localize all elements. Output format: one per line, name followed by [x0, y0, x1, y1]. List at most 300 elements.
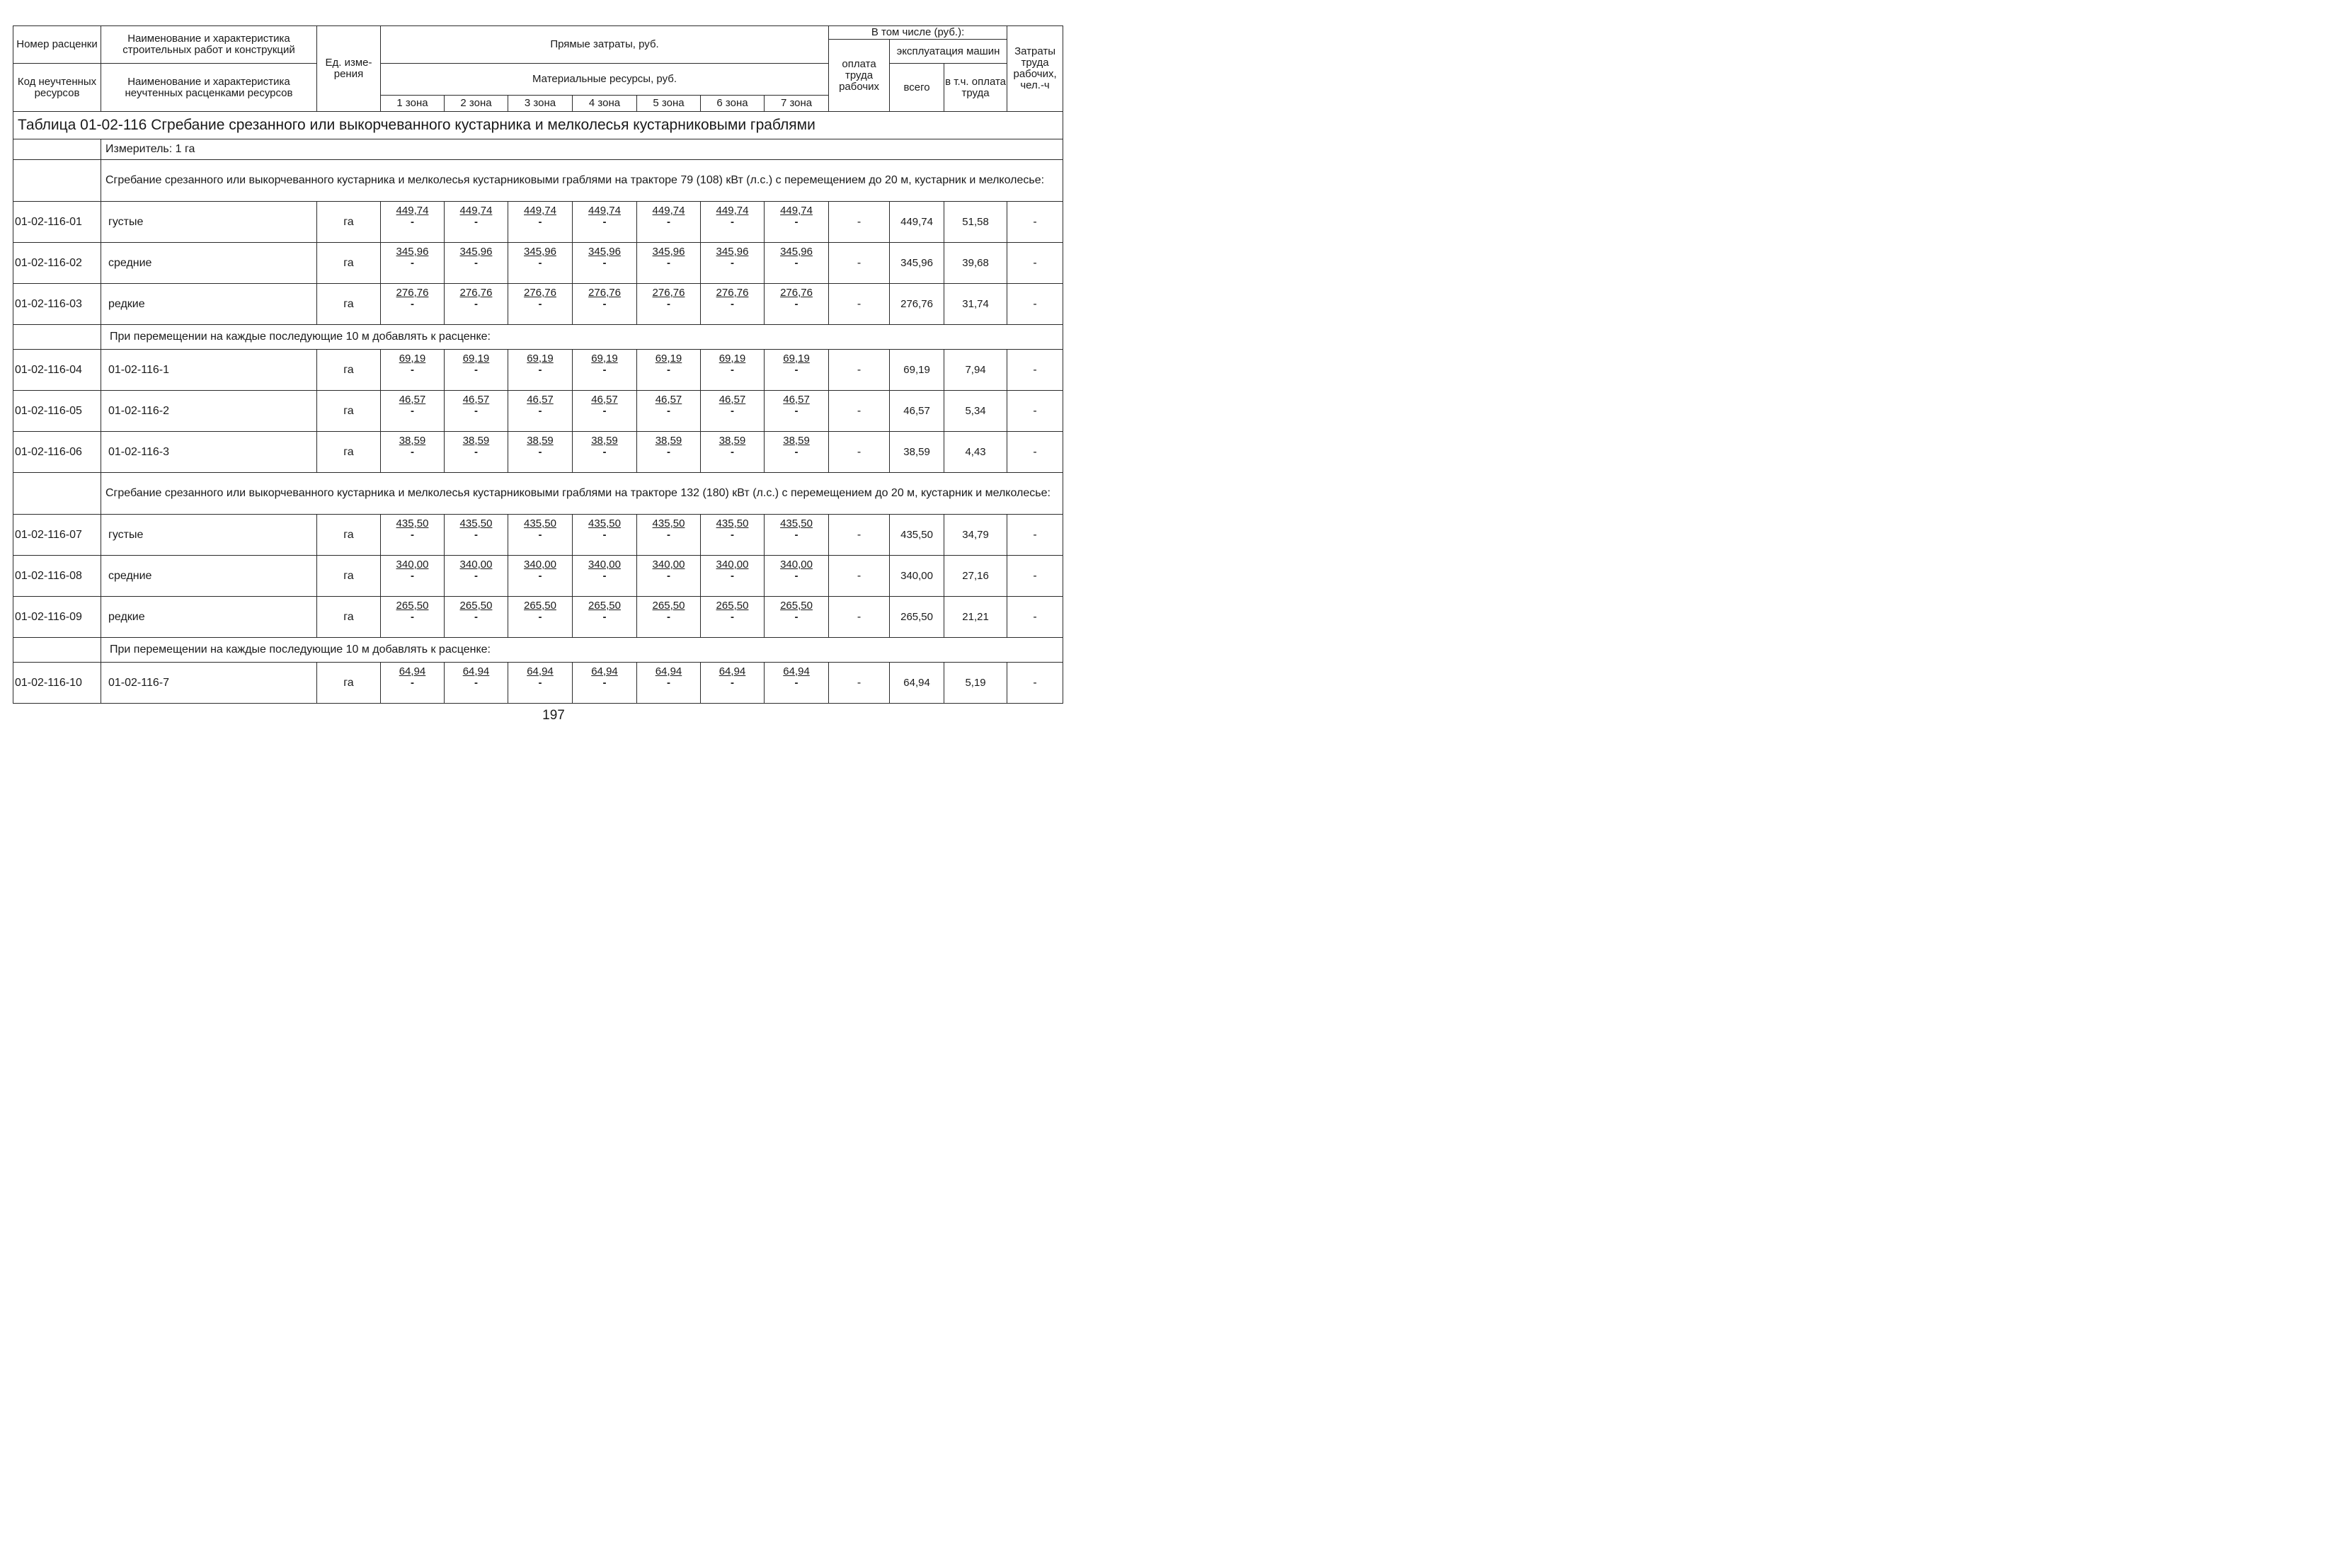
labor-value: -: [1007, 432, 1063, 473]
direct-cost-value: 345,96: [780, 246, 813, 258]
section-row: [13, 160, 1063, 202]
machines-total-value: 64,94: [890, 663, 944, 704]
labor-value: -: [1007, 243, 1063, 284]
zone-value-cell: [445, 391, 508, 432]
direct-cost-value: 69,19: [399, 353, 426, 365]
material-cost-value: -: [602, 405, 607, 417]
section-empty-cell: [13, 325, 101, 350]
material-cost-value: -: [794, 570, 799, 582]
zone-value-cell: [701, 515, 765, 556]
zone-value-cell: [765, 663, 829, 704]
direct-cost-value: 435,50: [588, 517, 621, 530]
zone-value-cell: [765, 597, 829, 638]
material-cost-value: -: [474, 446, 478, 458]
machines-wages-value: 5,19: [944, 663, 1007, 704]
zone-value-cell: [445, 432, 508, 473]
labor-value: -: [1007, 515, 1063, 556]
unit: га: [317, 243, 381, 284]
direct-cost-value: 265,50: [652, 600, 685, 612]
header-zone-5: 5 зона: [637, 96, 701, 112]
material-cost-value: -: [602, 677, 607, 689]
zone-value-cell: [765, 284, 829, 325]
section-empty-cell: [13, 160, 101, 202]
zone-value-cell: [637, 597, 701, 638]
material-cost-value: -: [538, 611, 542, 623]
material-cost-value: -: [602, 611, 607, 623]
wages-value: -: [829, 432, 890, 473]
table-title-row: [13, 112, 1063, 139]
work-name: густые: [101, 202, 317, 243]
unit: га: [317, 515, 381, 556]
zone-value-cell: [445, 515, 508, 556]
zone-value-cell: [573, 597, 637, 638]
table-row: [13, 432, 1063, 473]
zone-value-cell: [765, 202, 829, 243]
section-title: Сгребание срезанного или выкорчеванного кустарника и мелколесья кустарниковыми граблями на тракторе 132 (180) кВт (л.с.) с перемещением до 20 м, кустарник и мелколесье:: [101, 473, 1063, 515]
zone-value-cell: [381, 243, 445, 284]
zone-value-cell: [508, 432, 573, 473]
zone-value-cell: [701, 663, 765, 704]
wages-value: -: [829, 350, 890, 391]
measure-empty-cell: [13, 139, 101, 160]
direct-cost-value: 64,94: [462, 665, 490, 677]
direct-cost-value: 46,57: [399, 394, 426, 406]
unit: га: [317, 202, 381, 243]
zone-value-cell: [701, 597, 765, 638]
direct-cost-value: 46,57: [527, 394, 554, 406]
unit: га: [317, 284, 381, 325]
material-cost-value: -: [538, 677, 542, 689]
unit: га: [317, 556, 381, 597]
machines-wages-value: 51,58: [944, 202, 1007, 243]
direct-cost-value: 449,74: [588, 205, 621, 217]
table-body: [13, 26, 1063, 704]
header-resource-code: Код неучтенных ресурсов: [13, 64, 101, 112]
material-cost-value: -: [667, 405, 670, 417]
unit: га: [317, 432, 381, 473]
zone-value-cell: [765, 432, 829, 473]
direct-cost-value: 69,19: [783, 353, 810, 365]
wages-value: -: [829, 243, 890, 284]
wages-value: -: [829, 663, 890, 704]
zone-value-cell: [381, 432, 445, 473]
header-zone-4: 4 зона: [573, 96, 637, 112]
material-cost-value: -: [411, 298, 414, 310]
header-wages: оплата труда рабочих: [829, 40, 890, 112]
direct-cost-value: 64,94: [527, 665, 554, 677]
direct-cost-value: 276,76: [652, 287, 685, 299]
header-labor-costs: Затраты труда рабочих, чел.-ч: [1007, 26, 1063, 112]
machines-wages-value: 5,34: [944, 391, 1007, 432]
machines-total-value: 265,50: [890, 597, 944, 638]
direct-cost-value: 46,57: [655, 394, 682, 406]
direct-cost-value: 38,59: [462, 435, 490, 447]
material-cost-value: -: [411, 570, 414, 582]
zone-value-cell: [573, 350, 637, 391]
header-rate-number: Номер расценки: [13, 26, 101, 64]
material-cost-value: -: [411, 405, 414, 417]
direct-cost-value: 64,94: [783, 665, 810, 677]
material-cost-value: -: [411, 446, 414, 458]
material-cost-value: -: [731, 611, 734, 623]
direct-cost-value: 449,74: [716, 205, 749, 217]
direct-cost-value: 449,74: [459, 205, 493, 217]
zone-value-cell: [445, 284, 508, 325]
direct-cost-value: 345,96: [716, 246, 749, 258]
material-cost-value: -: [794, 216, 799, 228]
direct-cost-value: 276,76: [396, 287, 429, 299]
direct-cost-value: 38,59: [719, 435, 746, 447]
header-machines-total: всего: [890, 64, 944, 112]
machines-total-value: 345,96: [890, 243, 944, 284]
material-cost-value: -: [731, 405, 734, 417]
material-cost-value: -: [602, 298, 607, 310]
direct-cost-value: 276,76: [780, 287, 813, 299]
zone-value-cell: [445, 243, 508, 284]
material-cost-value: -: [474, 570, 478, 582]
material-cost-value: -: [411, 611, 414, 623]
machines-total-value: 340,00: [890, 556, 944, 597]
direct-cost-value: 276,76: [459, 287, 493, 299]
table-row: [13, 556, 1063, 597]
zone-value-cell: [381, 202, 445, 243]
rate-code: 01-02-116-07: [13, 515, 101, 556]
zone-value-cell: [573, 432, 637, 473]
direct-cost-value: 345,96: [588, 246, 621, 258]
header-zone-1: 1 зона: [381, 96, 445, 112]
header-work-name: Наименование и характеристика строительных работ и конструкций: [101, 26, 317, 64]
work-name: средние: [101, 556, 317, 597]
zone-value-cell: [765, 515, 829, 556]
zone-value-cell: [637, 284, 701, 325]
header-unit: Ед. изме- рения: [317, 26, 381, 112]
direct-cost-value: 265,50: [459, 600, 493, 612]
unit: га: [317, 597, 381, 638]
zone-value-cell: [765, 243, 829, 284]
zone-value-cell: [573, 243, 637, 284]
header-machines: эксплуатация машин: [890, 40, 1007, 64]
table-row: [13, 515, 1063, 556]
material-cost-value: -: [474, 364, 478, 376]
material-cost-value: -: [731, 364, 734, 376]
machines-wages-value: 4,43: [944, 432, 1007, 473]
work-name: 01-02-116-1: [101, 350, 317, 391]
unit: га: [317, 663, 381, 704]
direct-cost-value: 435,50: [459, 517, 493, 530]
material-cost-value: -: [794, 446, 799, 458]
zone-value-cell: [637, 663, 701, 704]
direct-cost-value: 345,96: [652, 246, 685, 258]
direct-cost-value: 340,00: [780, 559, 813, 571]
machines-total-value: 449,74: [890, 202, 944, 243]
zone-value-cell: [637, 350, 701, 391]
direct-cost-value: 38,59: [527, 435, 554, 447]
material-cost-value: -: [411, 364, 414, 376]
rates-table: [13, 25, 1063, 704]
material-cost-value: -: [667, 529, 670, 541]
direct-cost-value: 69,19: [591, 353, 618, 365]
direct-cost-value: 64,94: [719, 665, 746, 677]
zone-value-cell: [445, 663, 508, 704]
zone-value-cell: [445, 202, 508, 243]
machines-wages-value: 34,79: [944, 515, 1007, 556]
material-cost-value: -: [731, 298, 734, 310]
labor-value: -: [1007, 284, 1063, 325]
material-cost-value: -: [602, 257, 607, 269]
header-zone-3: 3 зона: [508, 96, 573, 112]
header-zone-7: 7 зона: [765, 96, 829, 112]
material-cost-value: -: [667, 446, 670, 458]
zone-value-cell: [508, 202, 573, 243]
work-name: редкие: [101, 284, 317, 325]
wages-value: -: [829, 202, 890, 243]
direct-cost-value: 435,50: [524, 517, 556, 530]
zone-value-cell: [508, 391, 573, 432]
header-row-1: [13, 26, 1063, 40]
zone-value-cell: [508, 515, 573, 556]
material-cost-value: -: [538, 216, 542, 228]
material-cost-value: -: [602, 364, 607, 376]
material-cost-value: -: [794, 529, 799, 541]
direct-cost-value: 449,74: [780, 205, 813, 217]
table-row: [13, 391, 1063, 432]
direct-cost-value: 340,00: [396, 559, 429, 571]
direct-cost-value: 449,74: [524, 205, 556, 217]
header-resource-name: Наименование и характеристика неучтенных расценками ресурсов: [101, 64, 317, 112]
table-row: [13, 202, 1063, 243]
work-name: 01-02-116-7: [101, 663, 317, 704]
rate-code: 01-02-116-06: [13, 432, 101, 473]
section-row: [13, 638, 1063, 663]
material-cost-value: -: [731, 257, 734, 269]
direct-cost-value: 265,50: [396, 600, 429, 612]
material-cost-value: -: [474, 611, 478, 623]
header-materials: Материальные ресурсы, руб.: [381, 64, 829, 96]
machines-total-value: 435,50: [890, 515, 944, 556]
labor-value: -: [1007, 597, 1063, 638]
material-cost-value: -: [474, 677, 478, 689]
zone-value-cell: [701, 391, 765, 432]
material-cost-value: -: [411, 216, 414, 228]
direct-cost-value: 38,59: [399, 435, 426, 447]
work-name: 01-02-116-3: [101, 432, 317, 473]
material-cost-value: -: [794, 677, 799, 689]
material-cost-value: -: [794, 257, 799, 269]
material-cost-value: -: [667, 257, 670, 269]
direct-cost-value: 345,96: [396, 246, 429, 258]
table-row: [13, 243, 1063, 284]
machines-wages-value: 21,21: [944, 597, 1007, 638]
table-row: [13, 663, 1063, 704]
zone-value-cell: [445, 350, 508, 391]
material-cost-value: -: [794, 611, 799, 623]
rate-code: 01-02-116-04: [13, 350, 101, 391]
page-number: 197: [542, 708, 565, 723]
material-cost-value: -: [411, 529, 414, 541]
machines-wages-value: 39,68: [944, 243, 1007, 284]
material-cost-value: -: [602, 446, 607, 458]
direct-cost-value: 46,57: [719, 394, 746, 406]
material-cost-value: -: [667, 677, 670, 689]
header-zone-2: 2 зона: [445, 96, 508, 112]
machines-total-value: 69,19: [890, 350, 944, 391]
work-name: редкие: [101, 597, 317, 638]
labor-value: -: [1007, 391, 1063, 432]
machines-wages-value: 31,74: [944, 284, 1007, 325]
zone-value-cell: [508, 243, 573, 284]
section-title: Сгребание срезанного или выкорчеванного кустарника и мелколесья кустарниковыми граблями на тракторе 79 (108) кВт (л.с.) с перемещением до 20 м, кустарник и мелколесье:: [101, 160, 1063, 202]
material-cost-value: -: [538, 570, 542, 582]
zone-value-cell: [637, 515, 701, 556]
direct-cost-value: 38,59: [591, 435, 618, 447]
zone-value-cell: [765, 391, 829, 432]
labor-value: -: [1007, 350, 1063, 391]
direct-cost-value: 435,50: [716, 517, 749, 530]
zone-value-cell: [381, 284, 445, 325]
measure-label: Измеритель: 1 га: [101, 139, 1063, 160]
zone-value-cell: [701, 243, 765, 284]
table-row: [13, 350, 1063, 391]
material-cost-value: -: [474, 405, 478, 417]
direct-cost-value: 435,50: [396, 517, 429, 530]
wages-value: -: [829, 597, 890, 638]
material-cost-value: -: [538, 529, 542, 541]
wages-value: -: [829, 515, 890, 556]
direct-cost-value: 276,76: [716, 287, 749, 299]
labor-value: -: [1007, 663, 1063, 704]
section-empty-cell: [13, 473, 101, 515]
header-including: В том числе (руб.):: [829, 26, 1007, 40]
zone-value-cell: [445, 597, 508, 638]
direct-cost-value: 435,50: [652, 517, 685, 530]
material-cost-value: -: [411, 257, 414, 269]
zone-value-cell: [701, 350, 765, 391]
direct-cost-value: 340,00: [716, 559, 749, 571]
work-name: 01-02-116-2: [101, 391, 317, 432]
zone-value-cell: [381, 663, 445, 704]
zone-value-cell: [637, 202, 701, 243]
zone-value-cell: [573, 663, 637, 704]
header-direct-costs: Прямые затраты, руб.: [381, 26, 829, 64]
direct-cost-value: 345,96: [459, 246, 493, 258]
direct-cost-value: 265,50: [524, 600, 556, 612]
direct-cost-value: 265,50: [780, 600, 813, 612]
material-cost-value: -: [538, 298, 542, 310]
direct-cost-value: 64,94: [655, 665, 682, 677]
material-cost-value: -: [538, 364, 542, 376]
direct-cost-value: 265,50: [716, 600, 749, 612]
zone-value-cell: [765, 556, 829, 597]
machines-total-value: 276,76: [890, 284, 944, 325]
machines-wages-value: 27,16: [944, 556, 1007, 597]
material-cost-value: -: [794, 405, 799, 417]
work-name: густые: [101, 515, 317, 556]
section-row: [13, 325, 1063, 350]
direct-cost-value: 69,19: [719, 353, 746, 365]
direct-cost-value: 46,57: [591, 394, 618, 406]
material-cost-value: -: [667, 611, 670, 623]
zone-value-cell: [637, 556, 701, 597]
direct-cost-value: 64,94: [399, 665, 426, 677]
zone-value-cell: [508, 284, 573, 325]
direct-cost-value: 340,00: [588, 559, 621, 571]
zone-value-cell: [573, 284, 637, 325]
wages-value: -: [829, 556, 890, 597]
direct-cost-value: 340,00: [459, 559, 493, 571]
zone-value-cell: [573, 391, 637, 432]
material-cost-value: -: [538, 446, 542, 458]
zone-value-cell: [573, 202, 637, 243]
zone-value-cell: [701, 432, 765, 473]
table-row: [13, 284, 1063, 325]
zone-value-cell: [637, 243, 701, 284]
zone-value-cell: [701, 284, 765, 325]
section-empty-cell: [13, 638, 101, 663]
material-cost-value: -: [731, 570, 734, 582]
zone-value-cell: [381, 515, 445, 556]
zone-value-cell: [508, 663, 573, 704]
direct-cost-value: 449,74: [652, 205, 685, 217]
rate-code: 01-02-116-08: [13, 556, 101, 597]
material-cost-value: -: [794, 364, 799, 376]
direct-cost-value: 64,94: [591, 665, 618, 677]
material-cost-value: -: [731, 216, 734, 228]
material-cost-value: -: [794, 298, 799, 310]
direct-cost-value: 345,96: [524, 246, 556, 258]
zone-value-cell: [445, 556, 508, 597]
direct-cost-value: 46,57: [783, 394, 810, 406]
direct-cost-value: 276,76: [588, 287, 621, 299]
table-row: [13, 597, 1063, 638]
material-cost-value: -: [538, 405, 542, 417]
direct-cost-value: 265,50: [588, 600, 621, 612]
material-cost-value: -: [667, 298, 670, 310]
table-title: Таблица 01-02-116 Сгребание срезанного или выкорчеванного кустарника и мелколесья кустарниковыми граблями: [13, 112, 1063, 139]
header-zone-6: 6 зона: [701, 96, 765, 112]
material-cost-value: -: [602, 570, 607, 582]
zone-value-cell: [637, 391, 701, 432]
direct-cost-value: 38,59: [783, 435, 810, 447]
zone-value-cell: [765, 350, 829, 391]
direct-cost-value: 46,57: [462, 394, 490, 406]
wages-value: -: [829, 284, 890, 325]
labor-value: -: [1007, 202, 1063, 243]
zone-value-cell: [637, 432, 701, 473]
labor-value: -: [1007, 556, 1063, 597]
zone-value-cell: [701, 202, 765, 243]
section-row: [13, 473, 1063, 515]
zone-value-cell: [381, 350, 445, 391]
direct-cost-value: 276,76: [524, 287, 556, 299]
material-cost-value: -: [411, 677, 414, 689]
unit: га: [317, 391, 381, 432]
direct-cost-value: 69,19: [655, 353, 682, 365]
rate-code: 01-02-116-05: [13, 391, 101, 432]
material-cost-value: -: [538, 257, 542, 269]
material-cost-value: -: [667, 216, 670, 228]
rate-code: 01-02-116-10: [13, 663, 101, 704]
material-cost-value: -: [602, 529, 607, 541]
zone-value-cell: [573, 515, 637, 556]
material-cost-value: -: [602, 216, 607, 228]
material-cost-value: -: [667, 570, 670, 582]
unit: га: [317, 350, 381, 391]
material-cost-value: -: [474, 216, 478, 228]
direct-cost-value: 449,74: [396, 205, 429, 217]
direct-cost-value: 435,50: [780, 517, 813, 530]
rate-code: 01-02-116-03: [13, 284, 101, 325]
material-cost-value: -: [474, 529, 478, 541]
